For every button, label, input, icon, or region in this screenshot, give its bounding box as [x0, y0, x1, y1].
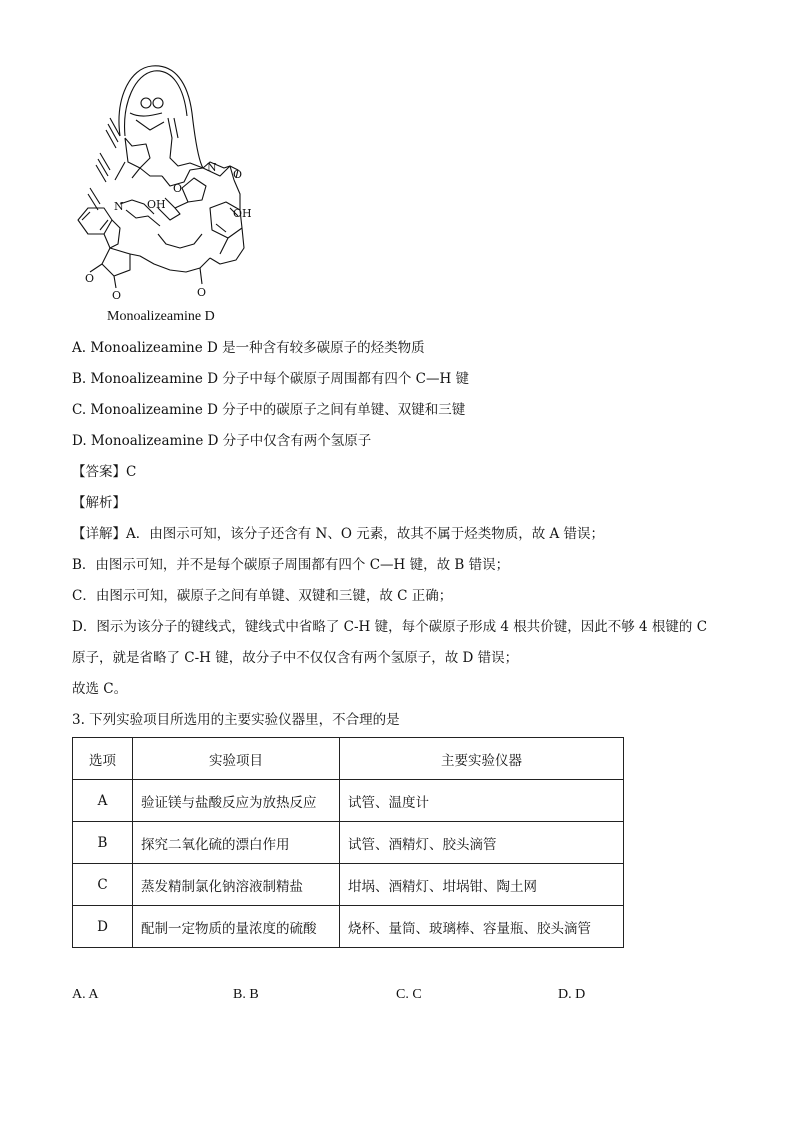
detail-line: B．由图示可知，并不是每个碳原子周围都有四个 C—H 键，故 B 错误；: [72, 557, 510, 573]
atom-label-n1: N: [207, 161, 217, 174]
answer-line: 【答案】C: [72, 464, 137, 480]
conclusion-line: 故选 C。: [72, 681, 128, 697]
choice-a: A. A: [72, 987, 99, 1002]
atom-label-oh2: OH: [233, 207, 252, 220]
cell-instruments: 试管、温度计: [340, 780, 624, 822]
cell-project: 配制一定物质的量浓度的硫酸: [133, 906, 340, 948]
cell-instruments: 烧杯、量筒、玻璃棒、容量瓶、胶头滴管: [340, 906, 624, 948]
cell-instruments: 坩埚、酒精灯、坩埚钳、陶土网: [340, 864, 624, 906]
option-a: A. Monoalizeamine D 是一种含有较多碳原子的烃类物质: [72, 340, 425, 356]
question-3-stem: 3. 下列实验项目所选用的主要实验仪器里，不合理的是: [72, 712, 400, 728]
table-row: [73, 864, 624, 906]
option-c: C. Monoalizeamine D 分子中的碳原子之间有单键、双键和三键: [72, 402, 466, 418]
header-instruments: 主要实验仪器: [340, 738, 624, 780]
header-project: 实验项目: [133, 738, 340, 780]
cell-option: B: [73, 822, 133, 864]
option-d: D. Monoalizeamine D 分子中仅含有两个氢原子: [72, 433, 372, 449]
atom-label-o-k1: O: [233, 168, 243, 181]
instrument-table: [72, 737, 624, 948]
cell-option: C: [73, 864, 133, 906]
atom-label-o-k3: O: [112, 289, 122, 302]
monoalizeamine-d-structure: [70, 58, 280, 303]
detail-line: C．由图示可知，碳原子之间有单键、双键和三键，故 C 正确；: [72, 588, 453, 604]
atom-label-n2: N: [114, 200, 124, 213]
analysis-label: 【解析】: [72, 495, 126, 511]
choice-b: B. B: [233, 987, 259, 1002]
header-option: 选项: [73, 738, 133, 780]
choice-c: C. C: [396, 987, 422, 1002]
table-row: [73, 906, 624, 948]
choice-d: D. D: [558, 987, 586, 1002]
table-row: [73, 822, 624, 864]
atom-label-o-ring: O: [173, 182, 183, 195]
detail-line: 【详解】A．由图示可知，该分子还含有 N、O 元素，故其不属于烃类物质，故 A 错误；: [72, 526, 605, 542]
table-row: [73, 780, 624, 822]
cell-option: D: [73, 906, 133, 948]
cell-project: 探究二氧化硫的漂白作用: [133, 822, 340, 864]
detail-line: D．图示为该分子的键线式，键线式中省略了 C-H 键，每个碳原子形成 4 根共价键，因此不够 4 根键的 C: [72, 619, 708, 635]
detail-line: 原子，就是省略了 C-H 键，故分子中不仅仅含有两个氢原子，故 D 错误；: [72, 650, 519, 666]
figure-caption: Monoalizeamine D: [107, 309, 215, 324]
cell-option: A: [73, 780, 133, 822]
atom-label-oh1: OH: [147, 198, 166, 211]
cell-project: 验证镁与盐酸反应为放热反应: [133, 780, 340, 822]
table-header-row: [73, 738, 624, 780]
cell-project: 蒸发精制氯化钠溶液制精盐: [133, 864, 340, 906]
atom-label-o-k4: O: [197, 286, 207, 299]
cell-instruments: 试管、酒精灯、胶头滴管: [340, 822, 624, 864]
atom-label-o-k2: O: [85, 272, 95, 285]
option-b: B. Monoalizeamine D 分子中每个碳原子周围都有四个 C—H 键: [72, 371, 470, 387]
